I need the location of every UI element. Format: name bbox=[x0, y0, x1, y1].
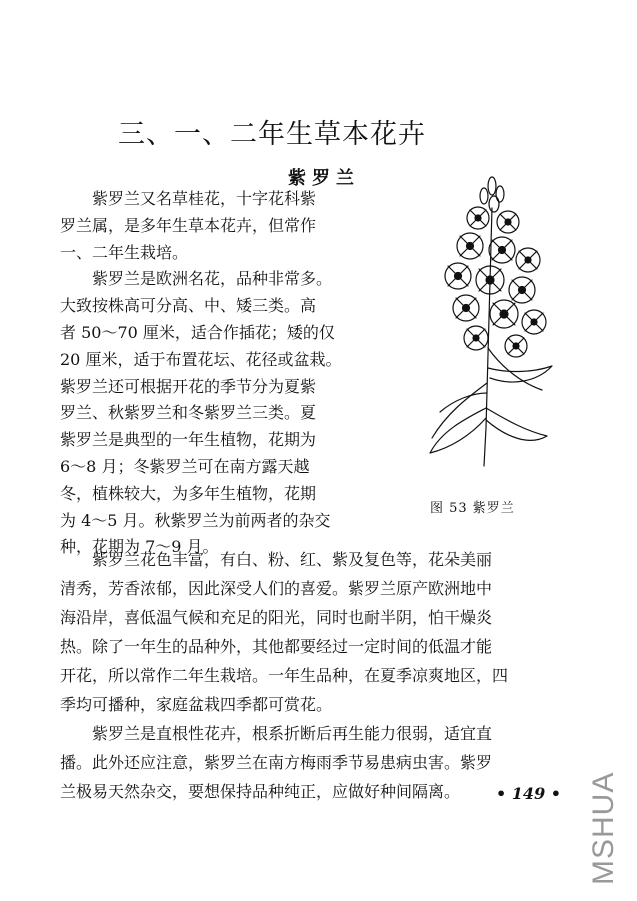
text-line: 播。此外还应注意，紫罗兰在南方梅雨季节易患病虫害。紫罗 bbox=[60, 753, 493, 772]
text-line: 20 厘米，适于布置花坛、花径或盆栽。 bbox=[60, 349, 342, 369]
text-line: 紫罗兰花色丰富，有白、粉、红、紫及复色等，花朵美丽 bbox=[92, 550, 493, 569]
section-title: 三、一、二年生草本花卉 bbox=[118, 119, 426, 150]
page-number: • 149 • bbox=[496, 784, 561, 803]
text-line: 季均可播种，家庭盆栽四季都可赏花。 bbox=[60, 695, 333, 714]
watermark bbox=[587, 771, 637, 885]
text-line: 紫罗兰又名草桂花，十字花科紫 bbox=[92, 189, 317, 208]
text-line: 紫罗兰是典型的一年生植物，花期为 bbox=[60, 430, 317, 450]
entry-title: 紫罗兰 bbox=[288, 168, 360, 189]
text-line: 清秀，芳香浓郁，因此深受人们的喜爱。紫罗兰原产欧洲地中 bbox=[60, 579, 493, 598]
text-line: 冬，植株较大，为多年生植物，花期 bbox=[60, 483, 317, 503]
text-line: 大致按株高可分高、中、矮三类。高 bbox=[60, 296, 317, 316]
text-line: 兰极易天然杂交，要想保持品种纯正，应做好种间隔离。 bbox=[60, 782, 461, 801]
text-line: 罗兰属，是多年生草本花卉，但常作 bbox=[60, 215, 317, 235]
text-line: 6～8 月；冬紫罗兰可在南方露天越 bbox=[60, 456, 310, 476]
text-line: 为 4～5 月。秋紫罗兰为前两者的杂交 bbox=[60, 510, 331, 530]
watermark-text: MSHUA bbox=[587, 771, 620, 885]
text-line: 种，花期为 7～9 月。 bbox=[60, 537, 219, 557]
text-line: 紫罗兰是直根性花卉，根系折断后再生能力很弱，适宜直 bbox=[92, 724, 493, 743]
text-line: 紫罗兰是欧洲名花，品种非常多。 bbox=[92, 269, 333, 289]
text-line: 开花，所以常作二年生栽培。一年生品种，在夏季凉爽地区，四 bbox=[60, 666, 509, 685]
figure-caption: 图 53 紫罗兰 bbox=[430, 501, 515, 516]
left-column-text bbox=[60, 186, 380, 561]
text-line: 罗兰、秋紫罗兰和冬紫罗兰三类。夏 bbox=[60, 403, 317, 423]
text-line: 热。除了一年生的品种外，其他都要经过一定时间的低温才能 bbox=[60, 637, 493, 656]
text-line: 紫罗兰还可根据开花的季节分为夏紫 bbox=[60, 376, 317, 396]
full-width-text bbox=[60, 545, 575, 806]
text-line: 者 50～70 厘米，适合作插花；矮的仅 bbox=[60, 322, 335, 342]
text-line: 一、二年生栽培。 bbox=[60, 242, 189, 262]
text-line: 海沿岸，喜低温气候和充足的阳光，同时也耐半阴，怕干燥炎 bbox=[60, 608, 493, 627]
stock-flower-illustration bbox=[412, 168, 562, 468]
